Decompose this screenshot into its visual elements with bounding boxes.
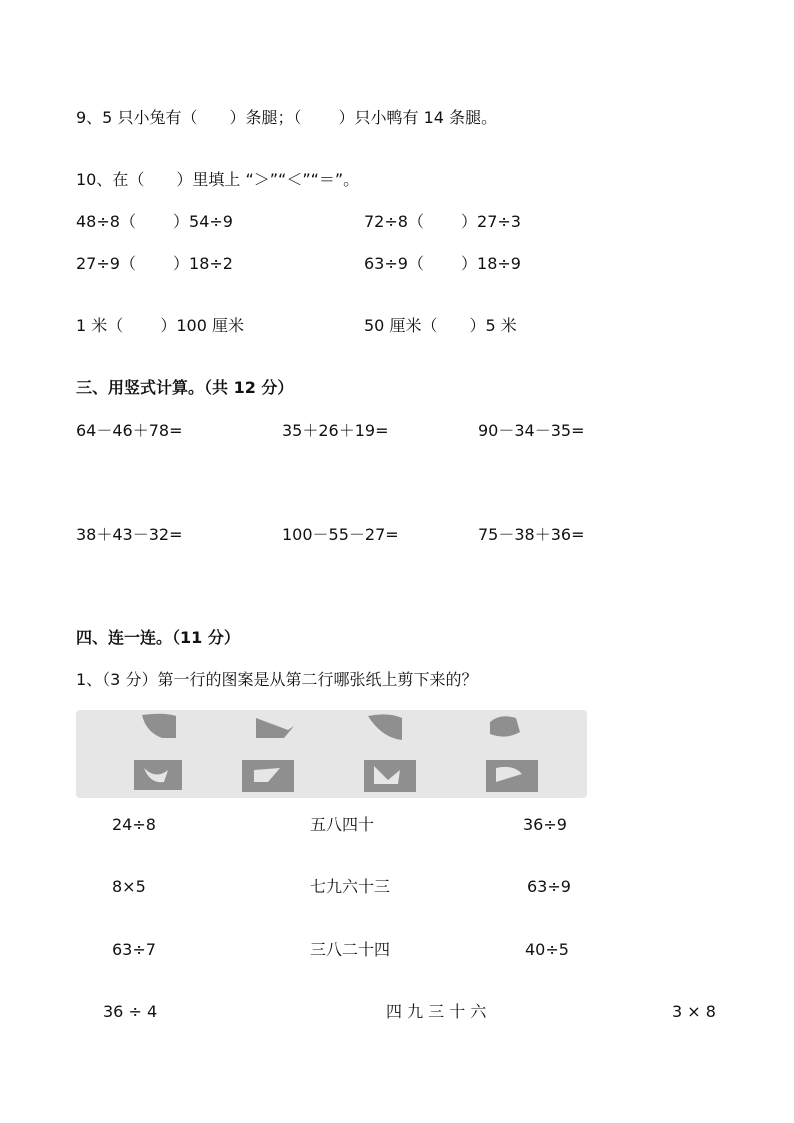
question-9: 9、5 只小兔有（ ）条腿；（ ）只小鸭有 14 条腿。 xyxy=(76,108,498,127)
match-middle-item: 四 九 三 十 六 xyxy=(386,1002,487,1021)
vertical-calc-item: 100－55－27= xyxy=(282,525,399,544)
match-middle-item: 三八二十四 xyxy=(310,940,391,959)
section-4-title: 四、连一连。（11 分） xyxy=(76,628,240,647)
section-3-title: 三、用竖式计算。（共 12 分） xyxy=(76,378,294,397)
match-right-item: 3 × 8 xyxy=(672,1002,716,1021)
match-middle-item: 五八四十 xyxy=(310,815,375,834)
vertical-calc-item: 90－34－35= xyxy=(478,421,585,440)
question-10-title: 10、在（ ）里填上 “＞”“＜”“＝”。 xyxy=(76,170,360,189)
match-left-item: 8×5 xyxy=(112,877,146,896)
match-left-item: 24÷8 xyxy=(112,815,156,834)
match-left-item: 36 ÷ 4 xyxy=(103,1002,158,1021)
match-right-item: 63÷9 xyxy=(527,877,571,896)
paper-sheet-1 xyxy=(134,760,182,790)
match-middle-item: 七九六十三 xyxy=(310,877,391,896)
cutout-piece-2 xyxy=(256,718,294,738)
vertical-calc-item: 75－38＋36= xyxy=(478,525,585,544)
compare-item: 63÷9（ ）18÷9 xyxy=(364,254,521,273)
paper-sheet-3 xyxy=(364,760,416,792)
compare-item: 27÷9（ ）18÷2 xyxy=(76,254,233,273)
compare-item: 72÷8（ ）27÷3 xyxy=(364,212,521,231)
paper-cut-puzzle-image xyxy=(76,710,587,798)
paper-cut-shapes xyxy=(76,710,587,798)
compare-item: 1 米（ ）100 厘米 xyxy=(76,316,244,335)
match-left-item: 63÷7 xyxy=(112,940,156,959)
cutout-piece-1 xyxy=(142,714,176,738)
cutout-piece-4 xyxy=(490,716,520,736)
compare-item: 50 厘米（ ）5 米 xyxy=(364,316,517,335)
paper-sheet-2 xyxy=(242,760,294,792)
compare-item: 48÷8（ ）54÷9 xyxy=(76,212,233,231)
vertical-calc-item: 64－46＋78= xyxy=(76,421,183,440)
paper-sheet-4 xyxy=(486,760,538,792)
question-4-1: 1、（3 分）第一行的图案是从第二行哪张纸上剪下来的？ xyxy=(76,670,478,689)
cutout-piece-3 xyxy=(368,714,402,740)
match-right-item: 36÷9 xyxy=(523,815,567,834)
match-right-item: 40÷5 xyxy=(525,940,569,959)
vertical-calc-item: 38＋43－32= xyxy=(76,525,183,544)
vertical-calc-item: 35＋26＋19= xyxy=(282,421,389,440)
